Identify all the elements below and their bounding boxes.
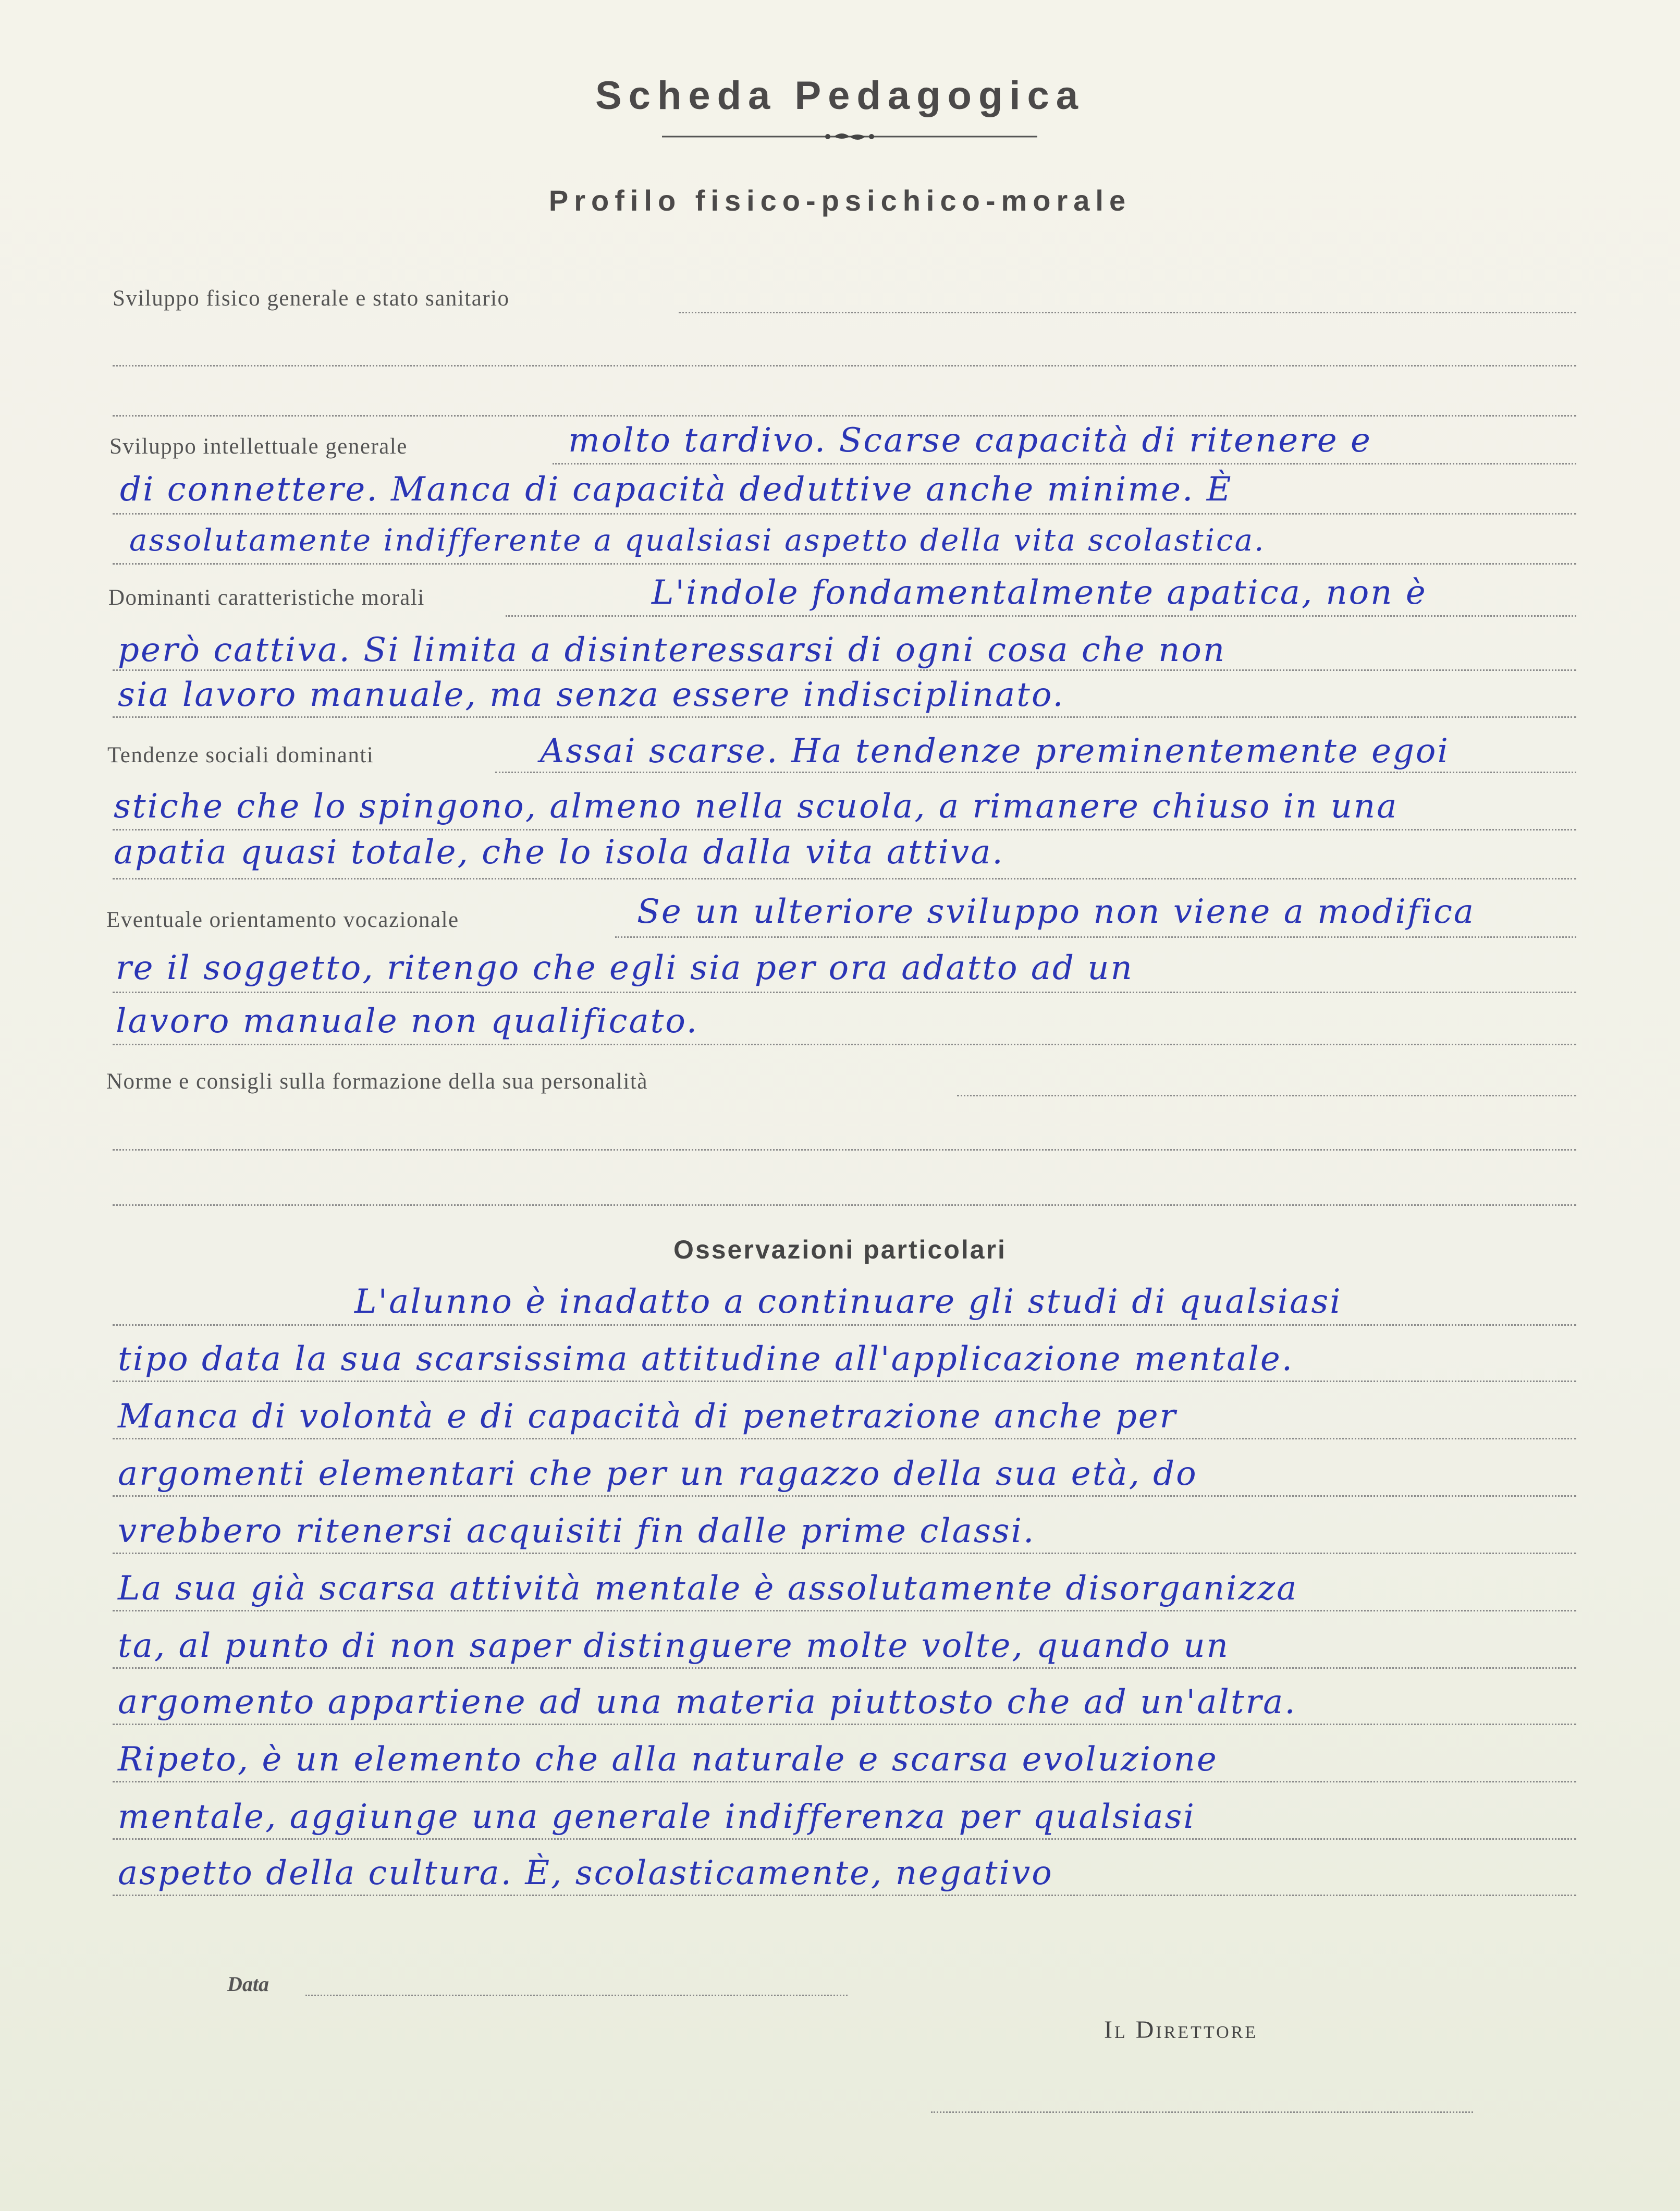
field-line[interactable] xyxy=(113,1381,1576,1382)
field-line[interactable] xyxy=(113,1149,1576,1151)
handwritten-observation-line: argomenti elementari che per un ragazzo della sua età, do xyxy=(118,1455,1198,1493)
field-line[interactable] xyxy=(113,1553,1576,1554)
handwritten-answer-line: Assai scarse. Ha tendenze preminentemente egoi xyxy=(540,732,1450,771)
field-line[interactable] xyxy=(113,669,1576,671)
field-line[interactable] xyxy=(553,463,1576,465)
handwritten-observation-line: La sua già scarsa attività mentale è assolutamente disorganizza xyxy=(118,1569,1298,1608)
handwritten-observation-line: ta, al punto di non saper distinguere molte volte, quando un xyxy=(118,1627,1230,1665)
field-line[interactable] xyxy=(495,772,1576,773)
field-line[interactable] xyxy=(113,1724,1576,1725)
handwritten-observation-line: aspetto della cultura. È, scolasticamente, negativo xyxy=(118,1854,1053,1892)
field-line[interactable] xyxy=(957,1095,1576,1096)
field-line[interactable] xyxy=(113,1781,1576,1782)
field-line[interactable] xyxy=(113,716,1576,718)
handwritten-answer-line: Se un ulteriore sviluppo non viene a modifica xyxy=(637,893,1476,931)
title-ornament-divider xyxy=(662,128,1037,149)
form-subtitle: Profilo fisico-psichico-morale xyxy=(548,184,1132,217)
field-line[interactable] xyxy=(679,312,1576,313)
handwritten-observation-line: L'alunno è inadatto a continuare gli studi di qualsiasi xyxy=(354,1282,1342,1321)
field-line[interactable] xyxy=(113,415,1576,417)
field-line[interactable] xyxy=(113,1838,1576,1840)
handwritten-answer-line: però cattiva. Si limita a disinteressarsi di ogni cosa che non xyxy=(118,631,1227,669)
field-line[interactable] xyxy=(113,1895,1576,1896)
label-norme-consigli: Norme e consigli sulla formazione della sua personalità xyxy=(106,1069,648,1094)
handwritten-answer-line: stiche che lo spingono, almeno nella scuola, a rimanere chiuso in una xyxy=(114,787,1399,826)
field-line[interactable] xyxy=(113,878,1576,879)
date-field-line[interactable] xyxy=(305,1995,848,1996)
field-line[interactable] xyxy=(113,1438,1576,1439)
handwritten-observation-line: argomento appartiene ad una materia piuttosto che ad un'altra. xyxy=(118,1683,1297,1721)
field-line[interactable] xyxy=(113,1044,1576,1045)
handwritten-observation-line: vrebbero ritenersi acquisiti fin dalle prime classi. xyxy=(118,1512,1036,1550)
label-sviluppo-intellettuale: Sviluppo intellettuale generale xyxy=(109,434,408,459)
handwritten-answer-line: assolutamente indifferente a qualsiasi aspetto della vita scolastica. xyxy=(129,522,1266,558)
handwritten-observation-line: tipo data la sua scarsissima attitudine all'applicazione mentale. xyxy=(118,1340,1294,1378)
field-line[interactable] xyxy=(113,829,1576,830)
field-line[interactable] xyxy=(113,992,1576,993)
handwritten-observation-line: Ripeto, è un elemento che alla naturale e scarsa evoluzione xyxy=(118,1740,1218,1779)
field-line[interactable] xyxy=(113,1610,1576,1611)
field-line[interactable] xyxy=(113,365,1576,367)
label-caratteristiche-morali: Dominanti caratteristiche morali xyxy=(108,585,425,610)
handwritten-answer-line: re il soggetto, ritengo che egli sia per ora adatto ad un xyxy=(116,949,1134,987)
handwritten-answer-line: di connettere. Manca di capacità deduttive anche minime. È xyxy=(120,470,1233,509)
handwritten-answer-line: molto tardivo. Scarse capacità di ritenere e xyxy=(568,421,1372,460)
handwritten-answer-line: L'indole fondamentalmente apatica, non è xyxy=(652,573,1427,612)
section-heading-osservazioni: Osservazioni particolari xyxy=(673,1235,1007,1264)
field-line[interactable] xyxy=(113,563,1576,565)
handwritten-observation-line: mentale, aggiunge una generale indifferenza per qualsiasi xyxy=(118,1798,1196,1836)
field-line[interactable] xyxy=(615,936,1576,938)
field-line[interactable] xyxy=(113,513,1576,515)
handwritten-observation-line: Manca di volontà e di capacità di penetrazione anche per xyxy=(118,1397,1178,1436)
handwritten-answer-line: apatia quasi totale, che lo isola dalla vita attiva. xyxy=(114,833,1004,872)
field-line[interactable] xyxy=(113,1324,1576,1326)
director-label: Il Direttore xyxy=(1104,2016,1258,2044)
field-line[interactable] xyxy=(113,1667,1576,1669)
handwritten-answer-line: lavoro manuale non qualificato. xyxy=(116,1002,699,1041)
field-line[interactable] xyxy=(506,615,1576,617)
director-signature-line[interactable] xyxy=(931,2111,1473,2113)
date-label: Data xyxy=(227,1972,269,1996)
field-line[interactable] xyxy=(113,1495,1576,1497)
label-orientamento-vocazionale: Eventuale orientamento vocazionale xyxy=(106,908,459,932)
field-line[interactable] xyxy=(113,1204,1576,1206)
form-title: Scheda Pedagogica xyxy=(595,74,1085,118)
handwritten-answer-line: sia lavoro manuale, ma senza essere indisciplinato. xyxy=(118,676,1065,714)
label-tendenze-sociali: Tendenze sociali dominanti xyxy=(107,743,374,767)
label-sviluppo-fisico: Sviluppo fisico generale e stato sanitario xyxy=(113,286,510,311)
